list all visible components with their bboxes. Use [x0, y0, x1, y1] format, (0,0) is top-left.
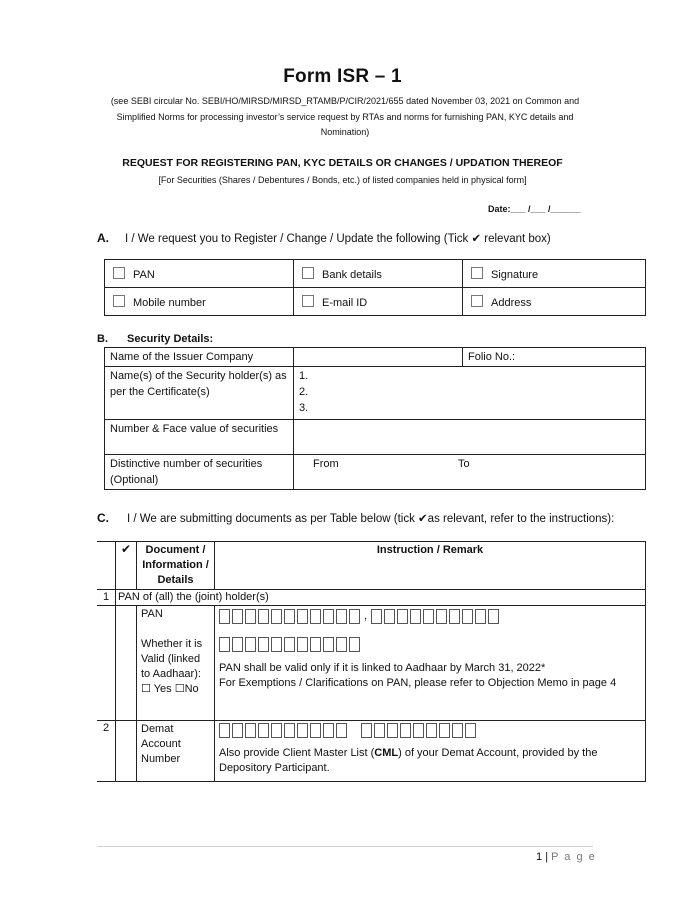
pan-entry-row-2[interactable]	[219, 637, 641, 657]
character-box[interactable]	[475, 609, 486, 624]
character-box[interactable]	[219, 723, 230, 738]
character-box[interactable]	[400, 723, 411, 738]
folio-label: Folio No.:	[468, 351, 516, 363]
character-box[interactable]	[284, 637, 295, 652]
col-instruction: Instruction / Remark	[215, 542, 646, 590]
character-box[interactable]	[284, 723, 295, 738]
row-2-number: 2	[97, 721, 116, 782]
row-2-document-cell: Demat Account Number	[137, 721, 215, 782]
character-box[interactable]	[258, 723, 269, 738]
section-c-text: I / We are submitting documents as per Table below (tick ✔as relevant, refer to the instructions):	[127, 513, 615, 525]
character-box[interactable]	[232, 637, 243, 652]
character-box[interactable]	[245, 637, 256, 652]
pan-boxes-holder-1[interactable]	[219, 609, 360, 624]
character-box[interactable]	[410, 609, 421, 624]
row-2-instruction-cell	[215, 721, 646, 782]
character-box[interactable]	[271, 723, 282, 738]
demat-entry-row[interactable]	[219, 723, 641, 743]
character-box[interactable]	[310, 609, 321, 624]
checkbox-icon[interactable]	[471, 267, 483, 279]
securities-note: [For Securities (Shares / Debentures / Bonds, etc.) of listed companies held in physical form]	[158, 175, 527, 185]
number-face-value-field[interactable]	[294, 420, 646, 455]
demat-boxes-part-1[interactable]	[219, 723, 347, 738]
character-box[interactable]	[232, 609, 243, 624]
character-box[interactable]	[271, 609, 282, 624]
character-box[interactable]	[397, 609, 408, 624]
character-box[interactable]	[336, 609, 347, 624]
footer-divider	[97, 846, 593, 847]
row-1-document-cell	[137, 606, 215, 721]
pan-label: PAN	[141, 608, 163, 620]
row-1-instruction-cell	[215, 606, 646, 721]
character-box[interactable]	[219, 609, 230, 624]
character-box[interactable]	[219, 637, 230, 652]
holder-names-field[interactable]	[294, 367, 646, 420]
update-options-table	[104, 259, 646, 316]
option-email-id[interactable]: E-mail ID	[294, 288, 463, 316]
option-mobile-number[interactable]: Mobile number	[105, 288, 294, 316]
character-box[interactable]	[284, 609, 295, 624]
holder-3: 3.	[299, 402, 309, 414]
issuer-company-field[interactable]	[294, 348, 463, 367]
row-2-tick-cell[interactable]	[116, 721, 137, 782]
character-box[interactable]	[488, 609, 499, 624]
character-box[interactable]	[349, 637, 360, 652]
option-address[interactable]: Address	[463, 288, 646, 316]
cml-note: Also provide Client Master List (CML) of your Demat Account, provided by the Depository Participant.	[219, 747, 598, 774]
pan-boxes-holder-3[interactable]	[219, 637, 360, 652]
pan-separator: ,	[364, 610, 368, 622]
character-box[interactable]	[258, 637, 269, 652]
section-c-letter: C.	[97, 511, 109, 525]
character-box[interactable]	[336, 637, 347, 652]
date-field[interactable]: Date:___ /___ /______	[488, 204, 581, 214]
character-box[interactable]	[245, 723, 256, 738]
circular-reference: (see SEBI circular No. SEBI/HO/MIRSD/MIRSD_RTAMB/P/CIR/2021/655 dated November 03, 2021 on Common and Simplified Norms for processing investor’s service request by RTAs and norms for furnishing PAN, KYC details and Nomination)	[110, 96, 580, 137]
row-1-title: PAN of (all) the (joint) holder(s)	[116, 590, 646, 606]
from-label: From	[313, 458, 339, 470]
distinctive-number-label: Distinctive number of securities (Optional)	[105, 455, 294, 490]
checkbox-icon[interactable]	[113, 295, 125, 307]
character-box[interactable]	[297, 723, 308, 738]
holder-names-label: Name(s) of the Security holder(s) as per the Certificate(s)	[105, 367, 294, 420]
character-box[interactable]	[426, 723, 437, 738]
character-box[interactable]	[462, 609, 473, 624]
row-1-number: 1	[97, 590, 116, 606]
character-box[interactable]	[297, 637, 308, 652]
character-box[interactable]	[310, 723, 321, 738]
character-box[interactable]	[336, 723, 347, 738]
col-tick: ✔	[116, 542, 137, 590]
character-box[interactable]	[310, 637, 321, 652]
col-number	[97, 542, 116, 590]
section-b-letter: B.	[97, 333, 108, 345]
character-box[interactable]	[384, 609, 395, 624]
character-box[interactable]	[323, 609, 334, 624]
security-details-table	[104, 347, 646, 490]
pan-boxes-holder-2[interactable]	[371, 609, 499, 624]
issuer-company-label: Name of the Issuer Company	[105, 348, 294, 367]
documents-table	[97, 541, 646, 782]
character-box[interactable]	[439, 723, 450, 738]
character-box[interactable]	[452, 723, 463, 738]
pan-exemption-note: For Exemptions / Clarifications on PAN, please refer to Objection Memo in page 4	[219, 677, 617, 689]
character-box[interactable]	[258, 609, 269, 624]
pan-valid-label: Whether it is Valid (linked to Aadhaar):	[141, 638, 203, 680]
character-box[interactable]	[423, 609, 434, 624]
page-number: 1 | P a g e	[536, 851, 597, 863]
character-box[interactable]	[361, 723, 372, 738]
to-label: To	[458, 458, 470, 470]
character-box[interactable]	[232, 723, 243, 738]
col-document: Document / Information / Details	[137, 542, 215, 590]
character-box[interactable]	[323, 637, 334, 652]
character-box[interactable]	[436, 609, 447, 624]
pan-entry-row-1[interactable]	[219, 609, 641, 624]
character-box[interactable]	[374, 723, 385, 738]
demat-boxes-part-2[interactable]	[361, 723, 476, 738]
character-box[interactable]	[387, 723, 398, 738]
checkbox-icon[interactable]	[302, 267, 314, 279]
section-a-text: I / We request you to Register / Change / Update the following (Tick ✔ relevant box)	[125, 233, 551, 245]
character-box[interactable]	[465, 723, 476, 738]
section-b-title: Security Details:	[127, 333, 214, 345]
option-signature[interactable]: Signature	[463, 260, 646, 288]
folio-number-field[interactable]	[463, 348, 646, 367]
checkbox-icon[interactable]	[302, 295, 314, 307]
checkbox-icon[interactable]	[113, 267, 125, 279]
character-box[interactable]	[245, 609, 256, 624]
option-bank-details[interactable]: Bank details	[294, 260, 463, 288]
option-pan[interactable]: PAN	[105, 260, 294, 288]
character-box[interactable]	[271, 637, 282, 652]
character-box[interactable]	[323, 723, 334, 738]
character-box[interactable]	[297, 609, 308, 624]
row-1-tick-cell[interactable]	[116, 606, 137, 721]
holder-1: 1.	[299, 370, 309, 382]
number-face-value-label: Number & Face value of securities	[105, 420, 294, 455]
section-b-heading	[97, 333, 213, 345]
character-box[interactable]	[413, 723, 424, 738]
request-heading: REQUEST FOR REGISTERING PAN, KYC DETAILS OR CHANGES / UPDATION THEREOF	[122, 157, 563, 169]
section-a-letter: A.	[97, 231, 109, 245]
character-box[interactable]	[449, 609, 460, 624]
character-box[interactable]	[349, 609, 360, 624]
section-a-heading	[97, 231, 551, 245]
yes-no-checkboxes[interactable]: ☐ Yes ☐No	[141, 683, 199, 695]
form-title: Form ISR – 1	[283, 66, 402, 87]
holder-2: 2.	[299, 386, 309, 398]
distinctive-number-field[interactable]	[294, 455, 646, 490]
character-box[interactable]	[371, 609, 382, 624]
checkbox-icon[interactable]	[471, 295, 483, 307]
section-c-heading	[97, 511, 617, 527]
pan-aadhaar-note: PAN shall be valid only if it is linked to Aadhaar by March 31, 2022*	[219, 662, 546, 674]
